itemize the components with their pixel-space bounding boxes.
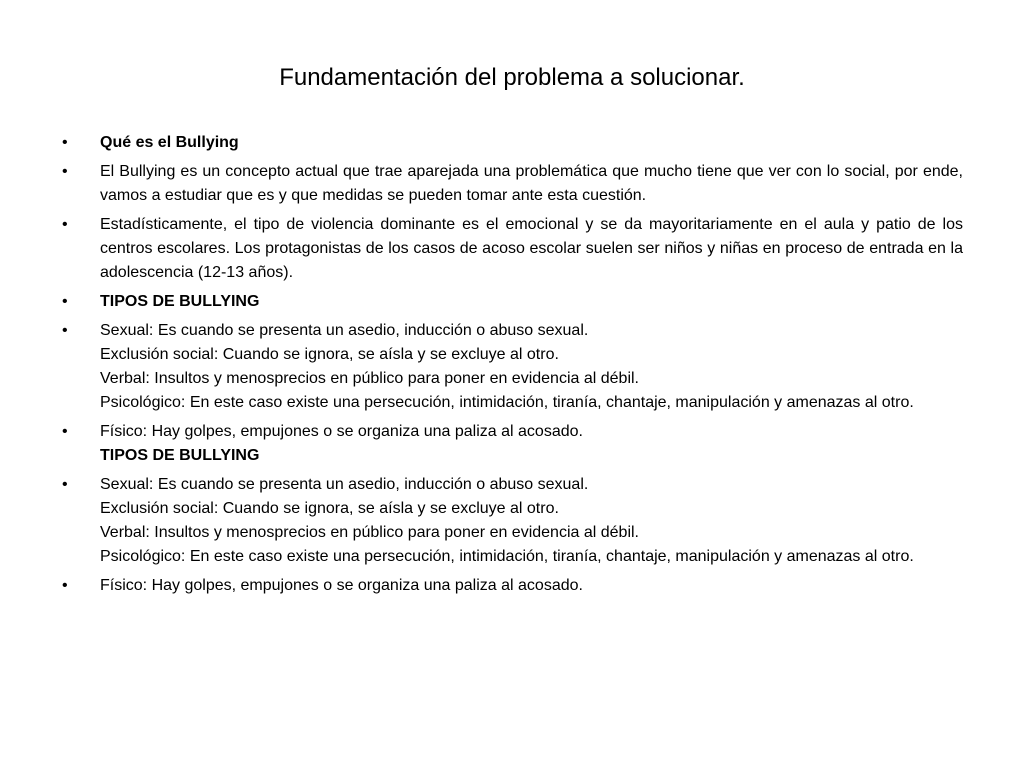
bullet-line-psychological: Psicológico: En este caso existe una persecución, intimidación, tiranía, chantaje, manipulación y amenazas al otro. [100,394,914,411]
bullet-line-sexual: Sexual: Es cuando se presenta un asedio, inducción o abuso sexual. [100,476,589,493]
bullet-text: Físico: Hay golpes, empujones o se organiza una paliza al acosado. [100,577,583,594]
bullet-dot: • [62,322,68,339]
bullet-item-types-list [62,319,963,415]
bullet-dot: • [62,163,68,180]
bullet-line-types-heading: TIPOS DE BULLYING [100,447,260,464]
bullet-item-what-is-bullying [62,131,963,155]
bullet-list [62,131,963,603]
bullet-item-physical-and-heading [62,420,963,468]
bullet-line-verbal: Verbal: Insultos y menosprecios en público para poner en evidencia al débil. [100,524,639,541]
bullet-text: El Bullying es un concepto actual que trae aparejada una problemática que mucho tiene que ver con lo social, por ende, vamos a estudiar que es y que medidas se pueden tomar ante esta cuestión. [100,163,963,204]
bullet-item-definition [62,160,963,208]
bullet-dot: • [62,134,68,151]
bullet-line-social-exclusion: Exclusión social: Cuando se ignora, se aísla y se excluye al otro. [100,346,559,363]
bullet-text: Qué es el Bullying [100,134,239,151]
bullet-dot: • [62,423,68,440]
bullet-dot: • [62,293,68,310]
bullet-line-sexual: Sexual: Es cuando se presenta un asedio, inducción o abuso sexual. [100,322,589,339]
bullet-dot: • [62,476,68,493]
bullet-item-statistics [62,213,963,285]
bullet-dot: • [62,577,68,594]
bullet-line-verbal: Verbal: Insultos y menosprecios en público para poner en evidencia al débil. [100,370,639,387]
bullet-item-types-heading [62,290,963,314]
bullet-line-psychological: Psicológico: En este caso existe una persecución, intimidación, tiranía, chantaje, manipulación y amenazas al otro. [100,548,914,565]
bullet-item-types-list-repeat [62,473,963,569]
bullet-text: Estadísticamente, el tipo de violencia dominante es el emocional y se da mayoritariamente en el aula y patio de los centros escolares. Los protagonistas de los casos de acoso escolar suelen ser niños y niñas en proceso de entrada en la adolescencia (12-13 años). [100,216,963,281]
slide-title: Fundamentación del problema a solucionar. [279,64,745,91]
bullet-line-social-exclusion: Exclusión social: Cuando se ignora, se aísla y se excluye al otro. [100,500,559,517]
bullet-dot: • [62,216,68,233]
bullet-item-physical-final [62,574,963,598]
bullet-line-physical: Físico: Hay golpes, empujones o se organiza una paliza al acosado. [100,423,583,440]
bullet-text: TIPOS DE BULLYING [100,293,260,310]
